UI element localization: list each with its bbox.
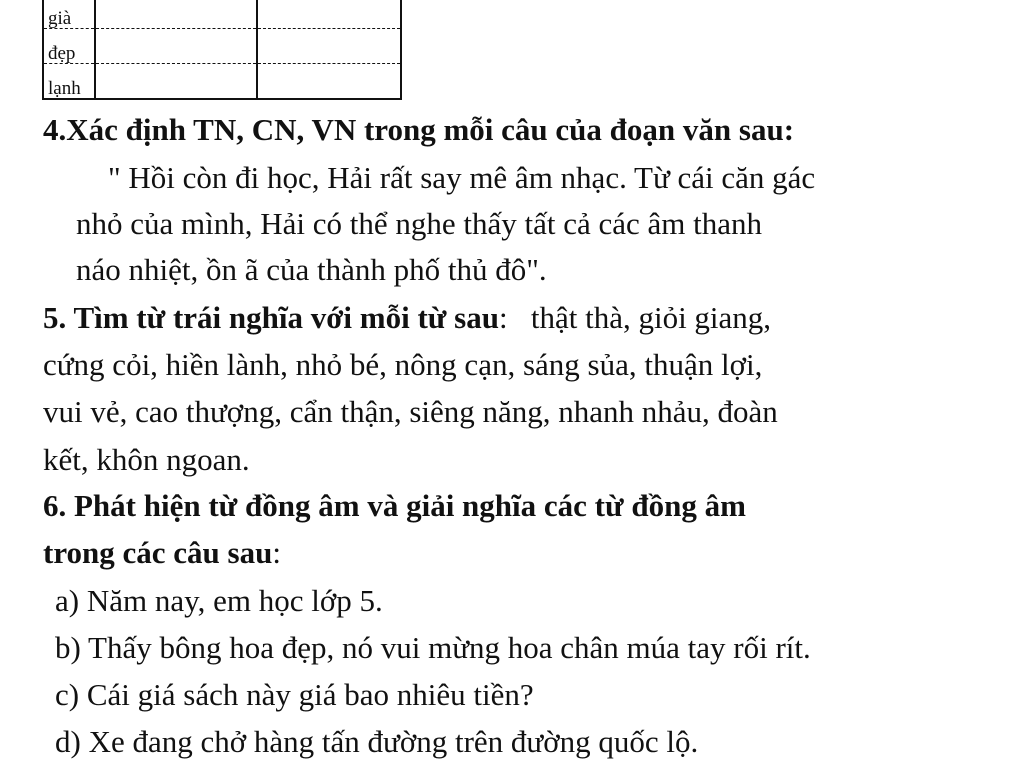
question-5-heading: 5. Tìm từ trái nghĩa với mỗi từ sau [43, 300, 499, 335]
sentence-item: d) Xe đang chở hàng tấn đường trên đường quốc lộ. [55, 724, 699, 759]
question-4-heading: 4.Xác định TN, CN, VN trong mỗi câu của đoạn văn sau: [43, 112, 795, 147]
table-cell-word: đẹp [43, 29, 95, 64]
question-6-colon: : [272, 535, 281, 570]
table-cell-empty [257, 29, 401, 64]
word-list-line: vui vẻ, cao thượng, cẩn thận, siêng năng, nhanh nhảu, đoàn [43, 394, 778, 429]
word-list-line: thật thà, giỏi giang, [507, 300, 772, 335]
table-cell-word: lạnh [43, 64, 95, 100]
table-row [43, 0, 401, 29]
table-row [43, 64, 401, 100]
passage-line: " Hồi còn đi học, Hải rất say mê âm nhạc. Từ cái căn gác [108, 160, 816, 195]
question-6-heading-cont [43, 535, 281, 571]
word-list-line: kết, khôn ngoan. [43, 442, 250, 477]
table-cell-empty [257, 0, 401, 29]
question-5-colon: : [498, 300, 508, 335]
table-cell-word: già [43, 0, 95, 29]
passage-line: nhỏ của mình, Hải có thể nghe thấy tất cả các âm thanh [76, 206, 763, 241]
passage-line: náo nhiệt, ồn ã của thành phố thủ đô". [76, 252, 547, 287]
sentence-item: b) Thấy bông hoa đẹp, nó vui mừng hoa chân múa tay rối rít. [55, 630, 811, 665]
table-cell-empty [95, 64, 257, 100]
table-row [43, 29, 401, 64]
table-cell-empty [257, 64, 401, 100]
table-cell-empty [95, 29, 257, 64]
table-cell-empty [95, 0, 257, 29]
question-6-heading: 6. Phát hiện từ đồng âm và giải nghĩa các từ đồng âm [43, 488, 746, 523]
sentence-item: a) Năm nay, em học lớp 5. [55, 583, 383, 618]
sentence-item: c) Cái giá sách này giá bao nhiêu tiền? [55, 677, 534, 712]
question-5-line [43, 300, 771, 336]
word-list-line: cứng cỏi, hiền lành, nhỏ bé, nông cạn, sáng sủa, thuận lợi, [43, 347, 763, 382]
word-table [42, 0, 402, 100]
question-6-heading-line2: trong các câu sau [43, 535, 273, 570]
